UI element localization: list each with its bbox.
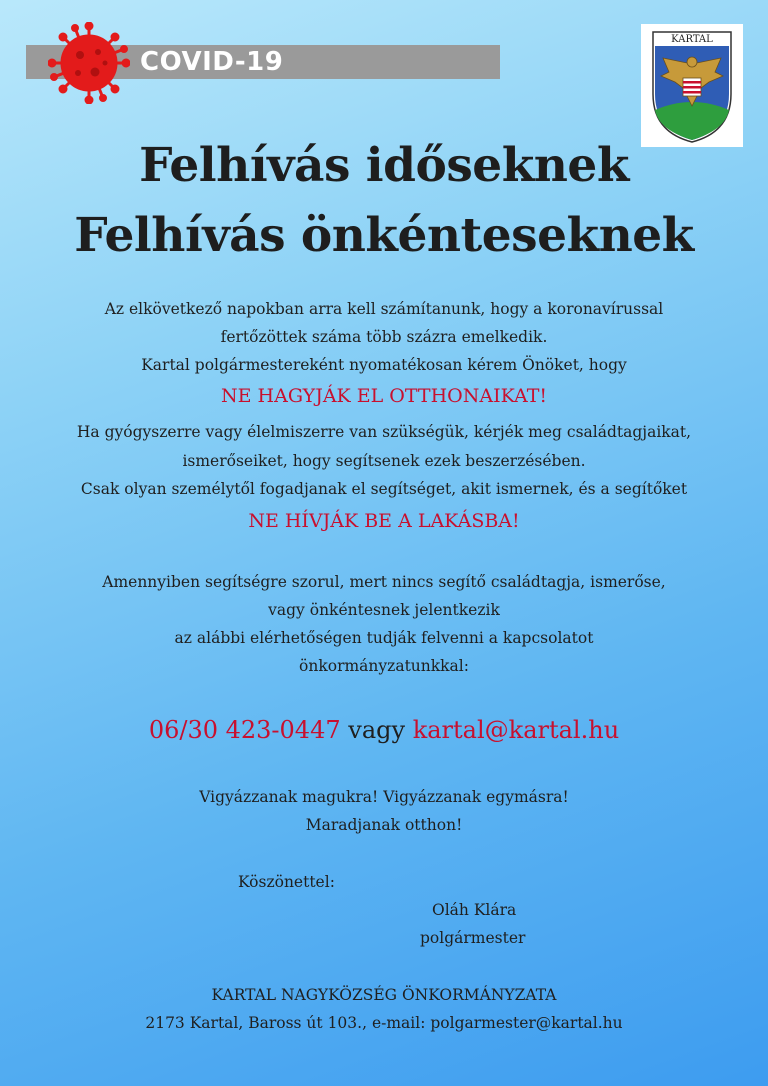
kartal-coat-of-arms: [641, 24, 743, 147]
intro-line-1: Az elkövetkező napokban arra kell számítanunk, hogy a koronavírussal: [104, 300, 664, 318]
help-line-1: Ha gyógyszerre vagy élelmiszerre van szükségük, kérjék meg családtagjaikat,: [76, 423, 692, 441]
closing-line-2: Maradjanak otthon!: [305, 816, 463, 834]
volunteer-line-1: Amennyiben segítségre szorul, mert nincs segítő családtagja, ismerőse,: [102, 573, 666, 591]
volunteer-line-3: az alábbi elérhetőségen tudják felvenni a kapcsolatot: [174, 629, 594, 647]
footer-organization: KARTAL NAGYKÖZSÉG ÖNKORMÁNYZATA: [211, 986, 557, 1004]
footer-address: 2173 Kartal, Baross út 103., e-mail: polgarmester@kartal.hu: [145, 1014, 623, 1032]
coronavirus-icon: [48, 22, 130, 104]
signature-name: Oláh Klára: [432, 901, 517, 919]
phone-number[interactable]: 06/30 423-0447: [148, 716, 341, 744]
intro-line-3: Kartal polgármestereként nyomatékosan kérem Önöket, hogy: [141, 356, 627, 374]
contact-joiner: vagy: [348, 716, 406, 744]
intro-line-2: fertőzöttek száma több százra emelkedik.: [220, 328, 548, 346]
headline-line-1: Felhívás időseknek: [139, 138, 629, 193]
help-line-2: ismerőseiket, hogy segítsenek ezek beszerzésében.: [182, 452, 586, 470]
warning-no-entry: NE HÍVJÁK BE A LAKÁSBA!: [248, 510, 520, 532]
contact-line: [0, 715, 768, 745]
help-line-3: Csak olyan személytől fogadjanak el segítséget, akit ismernek, és a segítőket: [80, 480, 688, 498]
volunteer-line-2: vagy önkéntesnek jelentkezik: [268, 601, 500, 619]
headline-line-2: Felhívás önkénteseknek: [74, 208, 694, 263]
warning-stay-home: NE HAGYJÁK EL OTTHONAIKAT!: [221, 385, 547, 407]
crest-label: KARTAL: [671, 34, 713, 45]
banner-label: COVID-19: [140, 47, 284, 77]
email-link[interactable]: kartal@kartal.hu: [412, 716, 620, 744]
closing-line-1: Vigyázzanak magukra! Vigyázzanak egymásra!: [199, 788, 569, 806]
signature-thanks: Köszönettel:: [238, 873, 335, 891]
volunteer-line-4: önkormányzatunkkal:: [299, 657, 469, 675]
signature-title: polgármester: [420, 929, 526, 947]
